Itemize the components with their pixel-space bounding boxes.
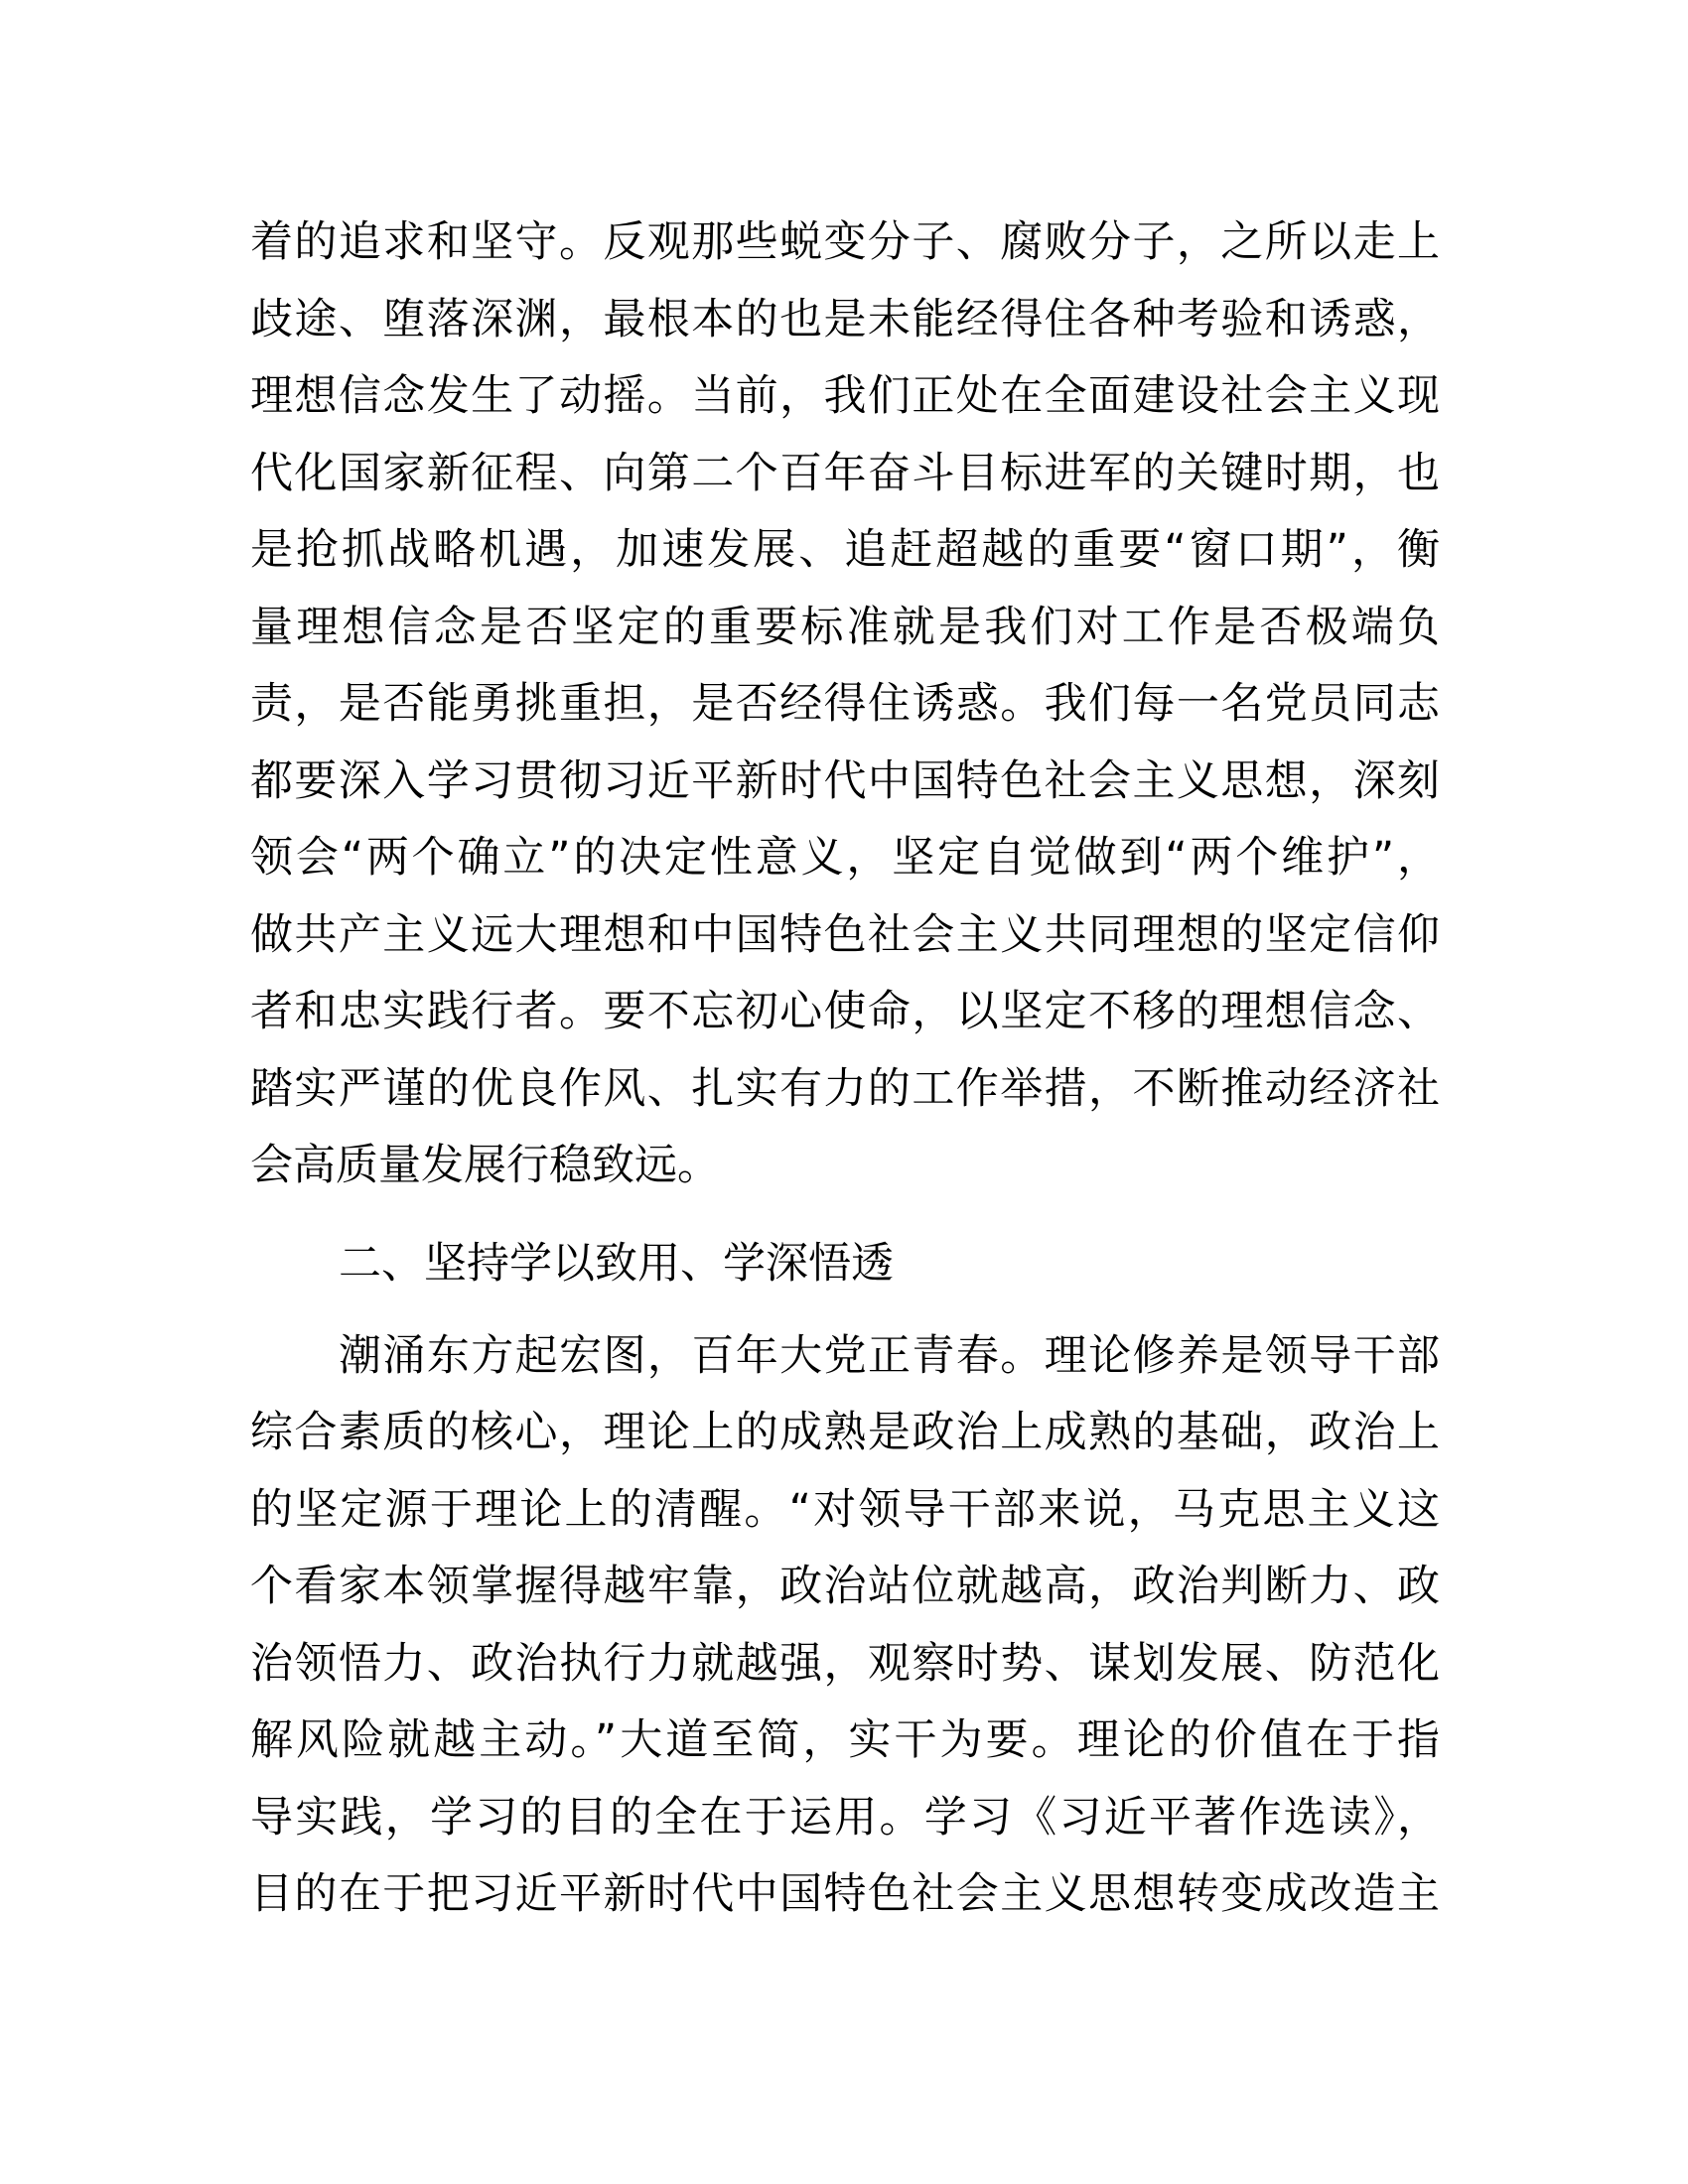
text-line: 都要深入学习贯彻习近平新时代中国特色社会主义思想，深刻 [250,755,1440,806]
text-line: 目的在于把习近平新时代中国特色社会主义思想转变成改造主 [250,1869,1440,1919]
text-line: 会高质量发展行稳致远。 [250,1141,720,1190]
text-line: 领会“两个确立”的决定性意义，坚定自觉做到“两个维护”， [250,833,1440,883]
text-line: 理想信念发生了动摇。当前，我们正处在全面建设社会主义现 [250,371,1440,421]
text-line: 量理想信念是否坚定的重要标准就是我们对工作是否极端负 [250,602,1440,652]
text-line: 解风险就越主动。”大道至简，实干为要。理论的价值在于指 [250,1715,1440,1765]
paragraph-1 [250,205,1440,1205]
text-line: 综合素质的核心，理论上的成熟是政治上成熟的基础，政治上 [250,1408,1440,1457]
section-heading [250,1226,1440,1303]
text-line: 代化国家新征程、向第二个百年奋斗目标进军的关键时期，也 [250,448,1440,498]
text-line: 做共产主义远大理想和中国特色社会主义共同理想的坚定信仰 [250,909,1440,960]
text-line: 潮涌东方起宏图，百年大党正青春。理论修养是领导干部 [339,1330,1440,1381]
section-heading-text: 二、坚持学以致用、学深悟透 [339,1238,894,1289]
document-page [250,205,1440,1934]
text-line: 踏实严谨的优良作风、扎实有力的工作举措，不断推动经济社 [250,1063,1440,1114]
text-line: 者和忠实践行者。要不忘初心使命，以坚定不移的理想信念、 [250,987,1440,1036]
text-line: 个看家本领掌握得越牢靠，政治站位就越高，政治判断力、政 [250,1562,1440,1611]
text-line: 导实践，学习的目的全在于运用。学习《习近平著作选读》， [250,1792,1440,1843]
text-line: 治领悟力、政治执行力就越强，观察时势、谋划发展、防范化 [250,1638,1440,1689]
text-line: 责，是否能勇挑重担，是否经得住诱惑。我们每一名党员同志 [250,679,1440,729]
text-line: 是抢抓战略机遇，加速发展、追赶超越的重要“窗口期”，衡 [250,525,1440,575]
text-line: 着的追求和坚守。反观那些蜕变分子、腐败分子，之所以走上 [250,217,1440,267]
text-line: 的坚定源于理论上的清醒。“对领导干部来说，马克思主义这 [250,1484,1440,1535]
text-line: 歧途、堕落深渊，最根本的也是未能经得住各种考验和诱惑， [250,294,1440,344]
paragraph-2 [250,1318,1440,1934]
